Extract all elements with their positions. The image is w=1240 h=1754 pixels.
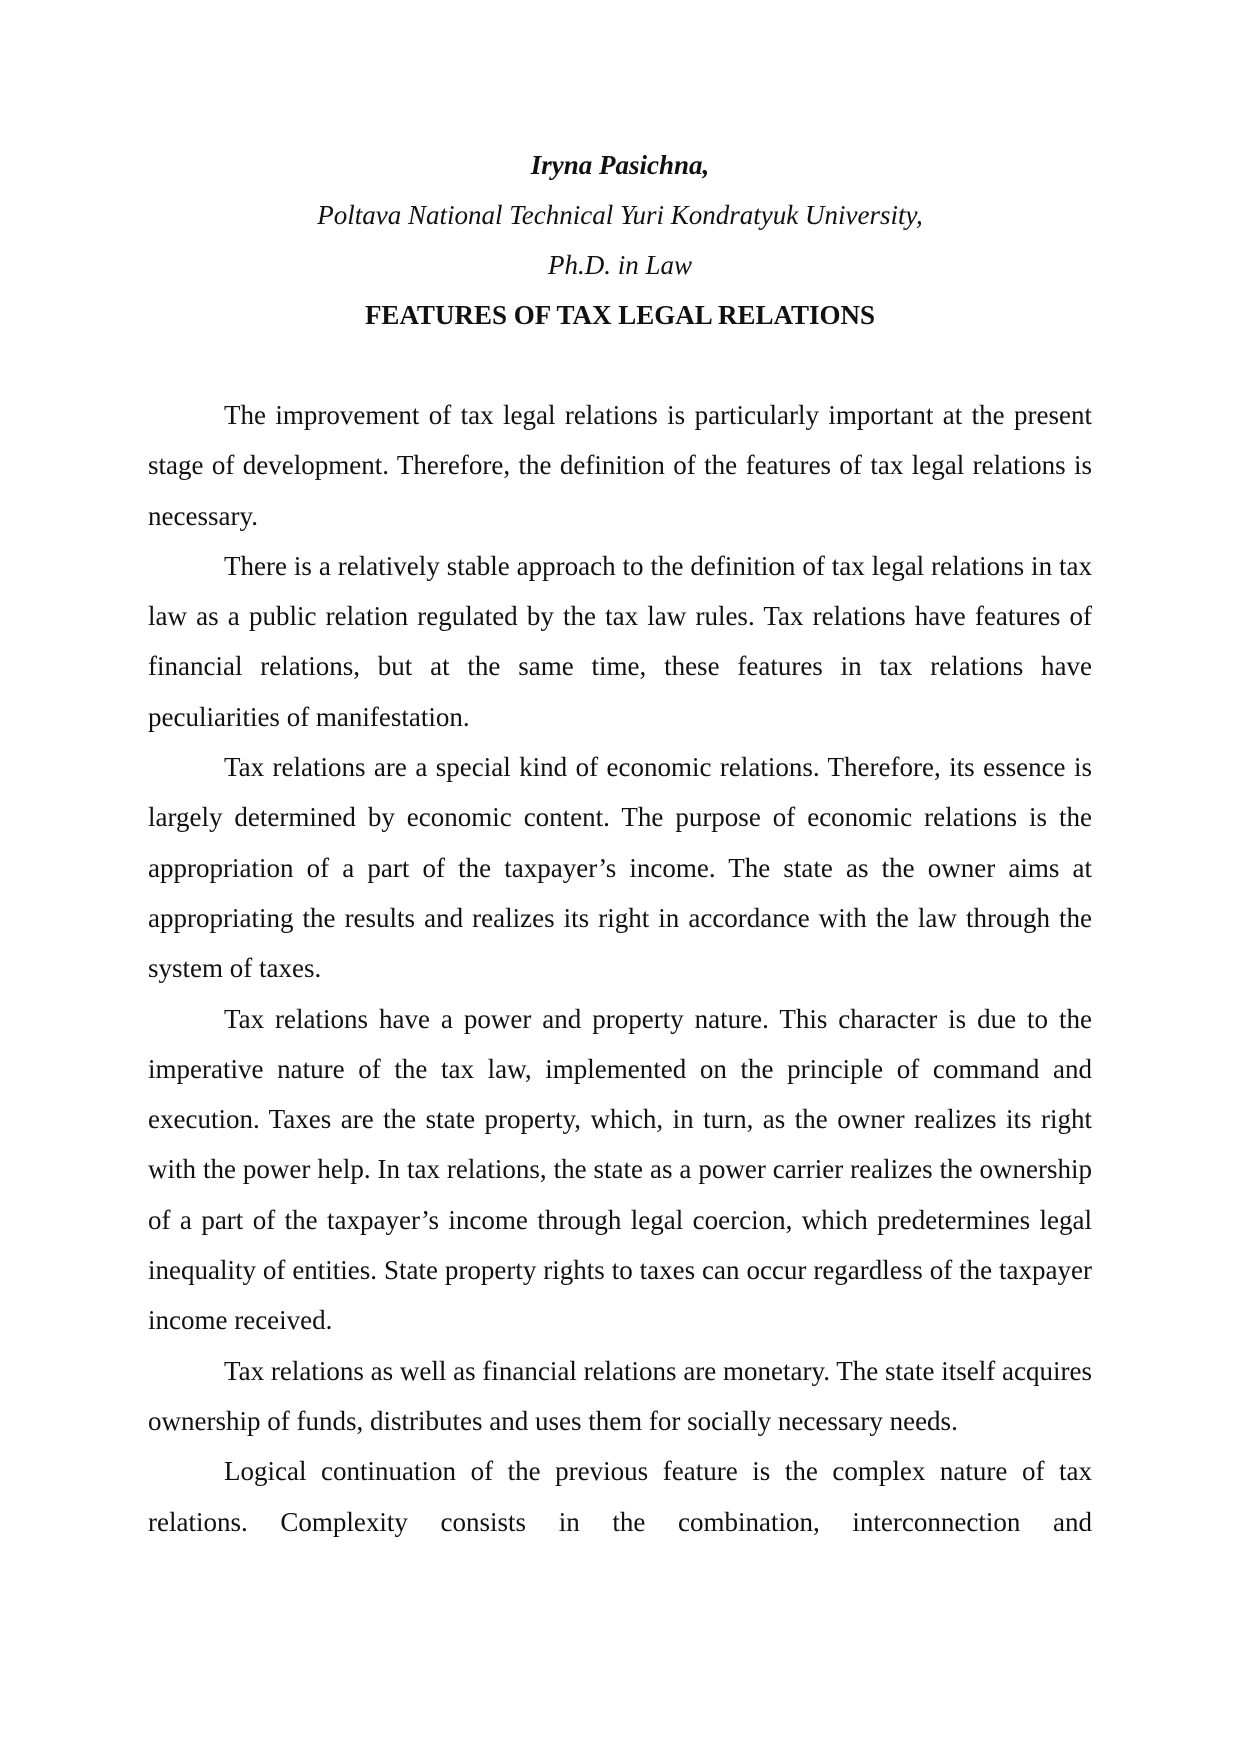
document-page [148, 140, 1092, 1547]
paragraph-2: There is a relatively stable approach to the definition of tax legal relations in tax law as a public relation regulated by the tax law rules. Tax relations have features of financial relations, but at the same time, these features in tax relations have peculiarities of manifestation. [148, 550, 1092, 732]
author-affiliation: Poltava National Technical Yuri Kondratyuk University, [317, 200, 923, 230]
body-text [148, 390, 1092, 1547]
paragraph-5: Tax relations as well as financial relations are monetary. The state itself acquires ownership of funds, distributes and uses them for socially necessary needs. [148, 1355, 1092, 1436]
paper-title: FEATURES OF TAX LEGAL RELATIONS [364, 300, 876, 330]
author-name: Iryna Pasichna, [530, 150, 710, 180]
paragraph-3: Tax relations are a special kind of economic relations. Therefore, its essence is largely determined by economic content. The purpose of economic relations is the appropriation of a part of the taxpayer’s income. The state as the owner aims at appropriating the results and realizes its right in accordance with the law through the system of taxes. [148, 752, 1092, 984]
paragraph-4: Tax relations have a power and property nature. This character is due to the imperative nature of the tax law, implemented on the principle of command and execution. Taxes are the state property, which, in turn, as the owner realizes its right with the power help. In tax relations, the state as a power carrier realizes the ownership of a part of the taxpayer’s income through legal coercion, which predetermines legal inequality of entities. State property rights to taxes can occur regardless of the taxpayer income received. [148, 1003, 1092, 1336]
paragraph-6: Logical continuation of the previous feature is the complex nature of tax relations. Complexity consists in the combination, interconnection and [148, 1456, 1092, 1537]
author-degree: Ph.D. in Law [547, 250, 693, 280]
paragraph-1: The improvement of tax legal relations is particularly important at the present stage of development. Therefore, the definition of the features of tax legal relations is necessary. [148, 400, 1092, 531]
